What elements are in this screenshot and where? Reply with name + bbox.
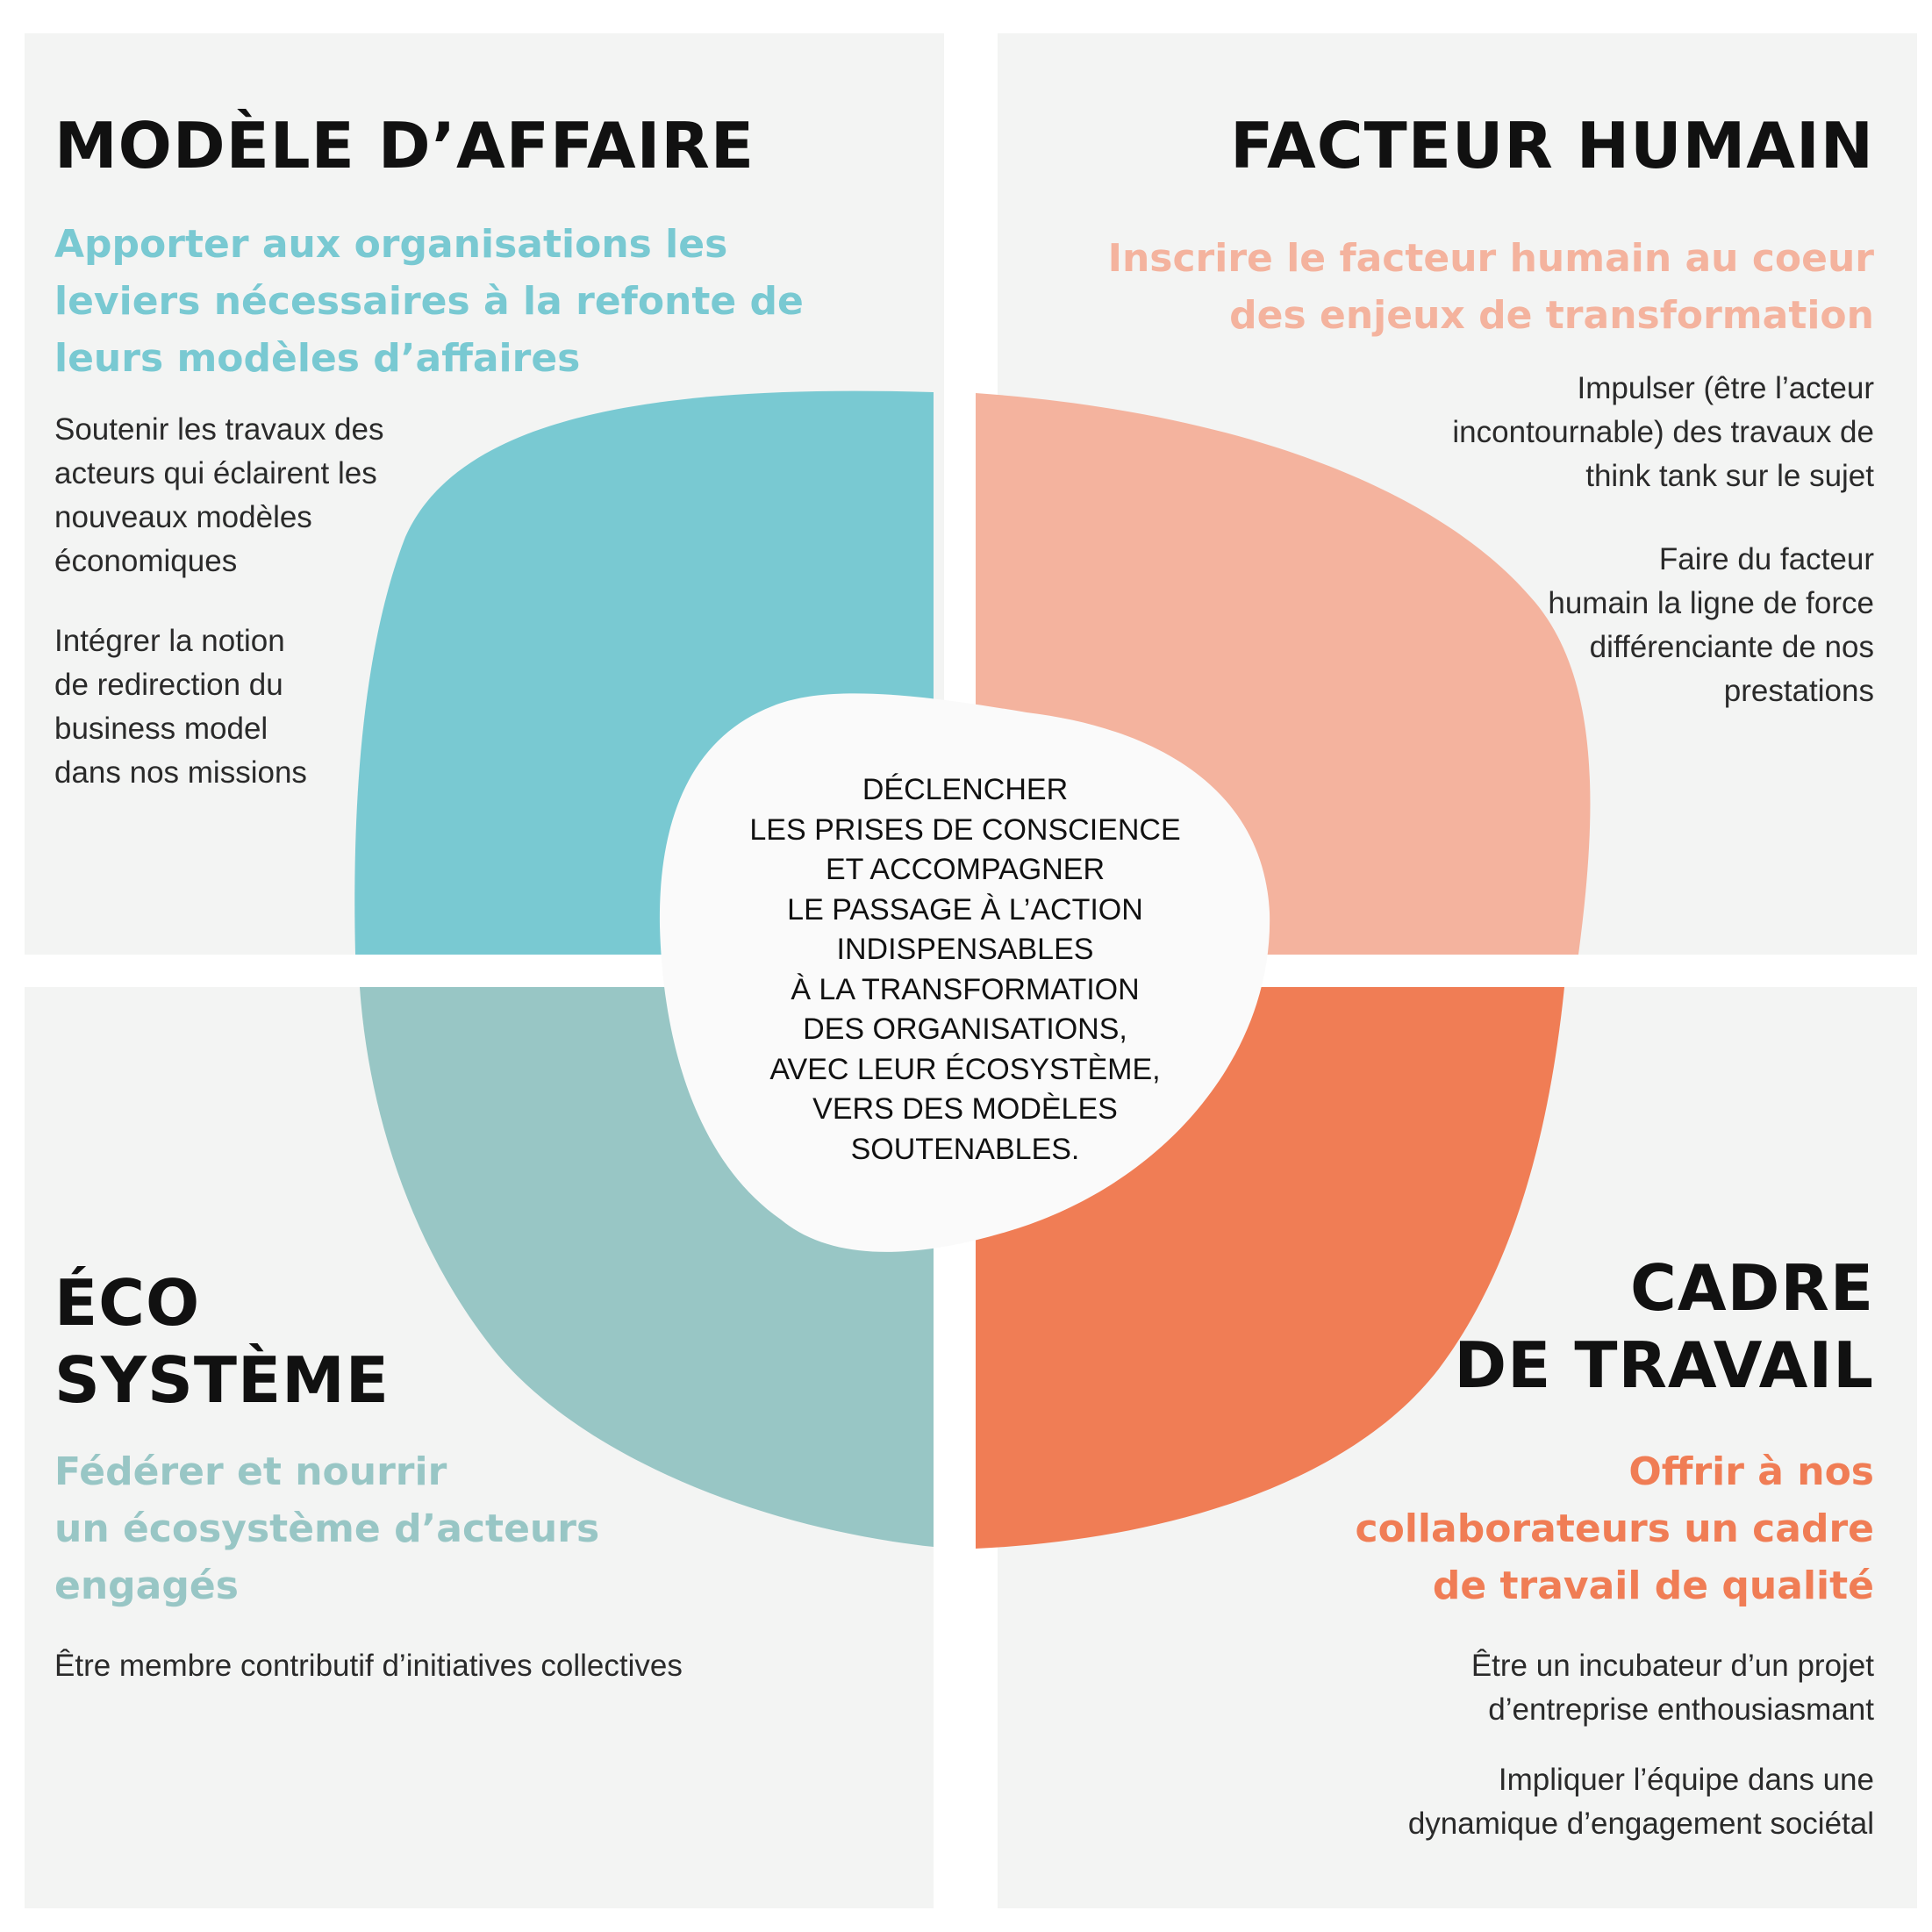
center-line: LES PRISES DE CONSCIENCE — [749, 812, 1181, 847]
title-line: ÉCO — [54, 1266, 201, 1340]
point-line: incontournable) des travaux de — [1452, 415, 1874, 449]
subtitle-eco-systeme — [54, 1443, 599, 1614]
point-line: différenciante de nos — [1589, 630, 1874, 664]
title-facteur-humain: FACTEUR HUMAIN — [1230, 109, 1874, 182]
point-line: d’entreprise enthousiasmant — [1488, 1692, 1874, 1727]
subtitle-modele-affaire — [54, 216, 804, 387]
title-line: DE TRAVAIL — [1454, 1328, 1874, 1402]
subtitle-cadre-travail — [1356, 1443, 1874, 1614]
point-line: Impulser (être l’acteur — [1577, 371, 1874, 405]
point-cadre-travail-1 — [1471, 1644, 1874, 1732]
point-line: économiques — [54, 544, 238, 578]
subtitle-line: Apporter aux organisations les — [54, 222, 728, 267]
center-line: AVEC LEUR ÉCOSYSTÈME, — [769, 1052, 1161, 1086]
point-line: Être membre contributif d’initiatives collectives — [54, 1649, 683, 1683]
center-line: SOUTENABLES. — [850, 1132, 1080, 1166]
subtitle-line: Offrir à nos — [1628, 1449, 1874, 1494]
point-line: dynamique d’engagement sociétal — [1407, 1807, 1874, 1841]
title-line: SYSTÈME — [54, 1343, 390, 1417]
point-modele-affaire-1 — [54, 408, 383, 583]
point-cadre-travail-2 — [1408, 1758, 1874, 1846]
center-line: VERS DES MODÈLES — [812, 1092, 1118, 1126]
point-modele-affaire-2 — [54, 619, 307, 795]
point-line: Intégrer la notion — [54, 624, 285, 658]
point-line: nouveaux modèles — [54, 500, 312, 534]
point-line: think tank sur le sujet — [1585, 459, 1874, 493]
center-line: ET ACCOMPAGNER — [825, 853, 1106, 886]
title-line: CADRE — [1630, 1251, 1874, 1325]
point-facteur-humain-1 — [1452, 367, 1874, 498]
point-line: Impliquer l’équipe dans une — [1498, 1763, 1874, 1797]
point-line: business model — [54, 712, 268, 746]
point-line: Soutenir les travaux des — [54, 412, 384, 447]
center-line: DES ORGANISATIONS, — [803, 1013, 1127, 1046]
point-line: humain la ligne de force — [1548, 586, 1874, 620]
point-line: Faire du facteur — [1658, 542, 1874, 576]
subtitle-line: leurs modèles d’affaires — [54, 336, 581, 381]
subtitle-facteur-humain — [1108, 230, 1874, 344]
point-line: Être un incubateur d’un projet — [1470, 1649, 1874, 1683]
title-modele-affaire: MODÈLE D’AFFAIRE — [54, 109, 755, 182]
title-cadre-travail — [1454, 1249, 1874, 1404]
title-eco-systeme — [54, 1264, 390, 1419]
subtitle-line: engagés — [54, 1563, 239, 1608]
center-line: LE PASSAGE À L’ACTION — [787, 892, 1143, 927]
point-facteur-humain-2 — [1548, 538, 1874, 713]
subtitle-line: Inscrire le facteur humain au coeur — [1107, 236, 1874, 281]
subtitle-line: de travail de qualité — [1432, 1563, 1874, 1608]
subtitle-line: leviers nécessaires à la refonte de — [54, 279, 804, 324]
center-statement — [667, 770, 1263, 1170]
subtitle-line: collaborateurs un cadre — [1355, 1506, 1874, 1551]
center-line: INDISPENSABLES — [836, 933, 1094, 966]
subtitle-line: Fédérer et nourrir — [54, 1449, 447, 1494]
center-line: À LA TRANSFORMATION — [791, 972, 1140, 1006]
subtitle-line: des enjeux de transformation — [1229, 293, 1874, 338]
point-line: acteurs qui éclairent les — [54, 456, 377, 490]
point-eco-systeme-1 — [54, 1644, 683, 1688]
point-line: prestations — [1723, 674, 1874, 708]
subtitle-line: un écosystème d’acteurs — [54, 1506, 600, 1551]
center-line: DÉCLENCHER — [862, 773, 1069, 806]
point-line: de redirection du — [54, 668, 283, 702]
point-line: dans nos missions — [54, 755, 307, 790]
